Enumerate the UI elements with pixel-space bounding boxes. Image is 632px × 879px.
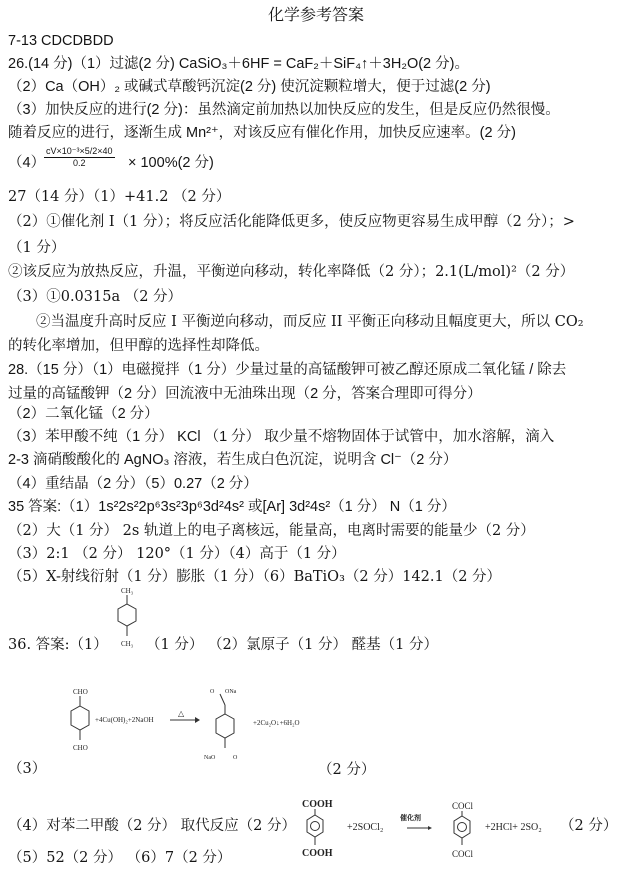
methyl-label: CH₃ [121, 640, 134, 648]
answer-28-4: （4）重结晶（2 分）（5）0.27（2 分） [8, 476, 258, 492]
cocl-label: COCl [452, 849, 474, 859]
answer-26-4-suffix: × 100%(2 分) [128, 155, 214, 171]
cho-label: CHO [73, 688, 88, 696]
cocl-label: COCl [452, 801, 474, 811]
page-title: 化学参考答案 [267, 5, 364, 24]
products-label: +2HCl+ 2SO₂ [485, 822, 542, 833]
reaction-3-scheme [55, 680, 325, 780]
answer-36-3-label: （3） [8, 761, 47, 777]
heat-symbol: △ [178, 709, 185, 718]
answer-26-1: 26.(14 分)（1）过滤(2 分) CaSiO₃＋6HF = CaF₂＋SiF₄↑＋3H₂O(2 分)。 [8, 56, 469, 72]
answer-28-1: 28.（15 分）（1）电磁搅拌（1 分）少量过量的高锰酸钾可被乙醇还原成二氧化锰 / 除去 [8, 362, 567, 378]
answer-35-5: （5）X-射线衍射（1 分）膨胀（1 分）（6）BaTiO₃（2 分）142.1（2 分） [8, 569, 502, 585]
products-label: +2Cu₂O↓+6H₂O [253, 719, 300, 727]
answer-36-1-prefix: 36. 答案:（1） [8, 637, 108, 653]
answer-27-3-cont: 的转化率增加，但甲醇的选择性却降低。 [8, 338, 269, 354]
oxygen-label: O [210, 689, 215, 695]
answer-36-4: （4）对苯二甲酸（2 分） 取代反应（2 分） [8, 818, 297, 834]
ona-label: ONa [225, 689, 237, 695]
toluene-structure [112, 584, 142, 656]
nao-label: NaO [204, 755, 216, 761]
methyl-label: CH₃ [121, 587, 134, 595]
answer-27-2-b: ②该反应为放热反应，升温，平衡逆向移动，转化率降低（2 分）；2.1(L/mol)²（2 分） [8, 264, 575, 280]
reagents-label: +4Cu(OH)₂+2NaOH [95, 716, 154, 724]
answer-7-13: 7-13 CDCDBDD [8, 33, 114, 49]
answer-27-1: 27（14 分）（1）+41.2 （2 分） [8, 189, 231, 205]
fraction-denominator: 0.2 [73, 158, 86, 168]
fraction-numerator: cV×10⁻³×5/2×40 [46, 146, 113, 156]
catalyst-label: 催化剂 [400, 814, 421, 822]
answer-35-2: （2）大（1 分） 2s 轨道上的电子离核远，能量高，电离时需要的能量少（2 分） [8, 523, 535, 539]
answer-36-5-6: （5）52（2 分） （6）7（2 分） [8, 850, 232, 866]
cho-label: CHO [73, 744, 88, 752]
oxygen-label: O [233, 755, 238, 761]
cooh-label: COOH [302, 799, 333, 810]
answer-26-4-prefix: （4） [8, 155, 46, 171]
answer-27-2-cont: （1 分） [8, 240, 66, 256]
answer-28-2: （2）二氧化锰（2 分） [8, 406, 159, 422]
reaction-4-scheme [295, 795, 575, 870]
answer-28-1-cont: 过量的高锰酸钾（2 分）回流液中无油珠出现（2 分，答案合理即可得分） [8, 386, 482, 402]
answer-35-1: 35 答案:（1）1s²2s²2p⁶3s²3p⁶3d²4s² 或[Ar] 3d²4s²（1 分） N（1 分） [8, 499, 456, 515]
answer-27-3-b: ②当温度升高时反应 I 平衡逆向移动，而反应 II 平衡正向移动且幅度更大，所以 CO₂ [36, 314, 584, 330]
answer-26-3: （3）加快反应的进行(2 分)：虽然滴定前加热以加快反应的发生，但是反应仍然很慢。 [8, 102, 560, 118]
answer-28-3: （3）苯甲酸不纯（1 分） KCl （1 分） 取少量不熔物固体于试管中，加水溶解，滴入 [8, 429, 555, 445]
answer-36-3-score: （2 分） [318, 762, 376, 778]
reagents-label: +2SOCl₂ [347, 822, 384, 833]
answer-35-3: （3）2:1 （2 分） 120°（1 分）（4）高于（1 分） [8, 546, 346, 562]
answer-28-3-cont: 2-3 滴硝酸酸化的 AgNO₃ 溶液，若生成白色沉淀，说明含 Cl⁻（2 分） [8, 452, 458, 468]
fraction-formula [44, 146, 115, 169]
cooh-label: COOH [302, 848, 333, 859]
answer-36-4-score: （2 分） [560, 818, 618, 834]
answer-26-2: （2）Ca（OH）₂ 或碱式草酸钙沉淀(2 分) 使沉淀颗粒增大，便于过滤(2 分) [8, 79, 491, 95]
answer-27-2: （2）①催化剂 I（1 分）；将反应活化能降低更多，使反应物更容易生成甲醇（2 分）；> [8, 214, 575, 230]
answer-36-1-2: （1 分） （2）氯原子（1 分） 醛基（1 分） [146, 637, 438, 653]
answer-27-3: （3）①0.0315a （2 分） [8, 289, 183, 305]
answer-26-3-cont: 随着反应的进行，逐渐生成 Mn²⁺，对该反应有催化作用，加快反应速率。(2 分) [8, 125, 516, 141]
